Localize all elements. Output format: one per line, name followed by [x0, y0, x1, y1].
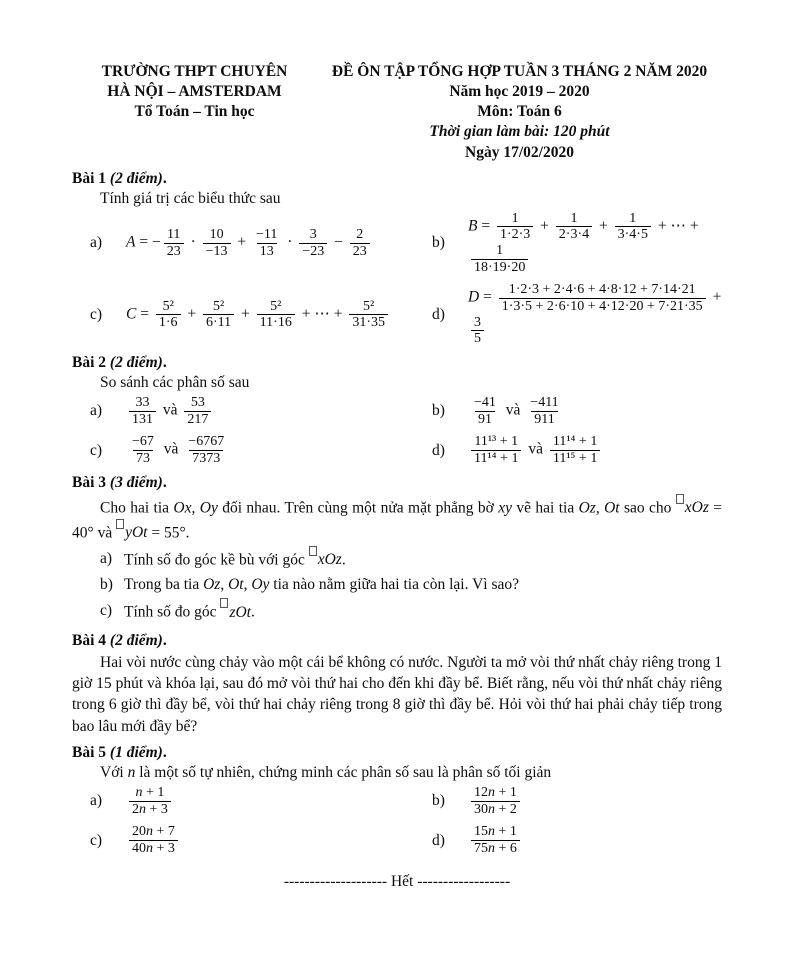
fraction-numerator: 5²	[162, 298, 174, 314]
fraction	[471, 243, 528, 275]
fraction	[129, 434, 157, 466]
math-expression	[468, 785, 722, 817]
item-tag: b)	[100, 576, 113, 594]
item-5d	[432, 824, 722, 856]
item-tag: c)	[90, 831, 103, 849]
item-1b	[432, 211, 722, 276]
exam-header	[72, 62, 722, 163]
fraction	[257, 299, 295, 331]
problem-dot: .	[162, 169, 167, 187]
fraction-numerator: 3	[474, 314, 481, 330]
fraction	[164, 227, 184, 259]
fraction-denominator: −13	[203, 243, 231, 260]
fraction-numerator: 5²	[270, 298, 282, 314]
fraction-denominator: 1·6	[156, 314, 181, 331]
fraction-denominator: 75n + 6	[471, 840, 520, 857]
problem-dot: .	[162, 473, 167, 491]
fraction-numerator: 15n + 1	[474, 824, 517, 840]
fraction-denominator: 2n + 3	[129, 801, 171, 818]
fraction-numerator: 1	[496, 243, 504, 259]
item-tag: d)	[432, 831, 445, 849]
math-variable: n	[488, 841, 495, 857]
math-expression	[126, 824, 432, 856]
fraction-denominator: 30n + 2	[471, 801, 520, 818]
fraction	[471, 824, 520, 856]
problem-dot: .	[162, 744, 167, 762]
problem-2-heading	[72, 354, 722, 372]
school-line-1: TRƯỜNG THPT CHUYÊN	[101, 63, 288, 80]
fraction	[299, 227, 327, 259]
fraction	[156, 299, 181, 331]
fraction-denominator: 23	[350, 243, 370, 260]
item-tag: d)	[432, 441, 445, 459]
math-expression: $\frac{33}{131}$ và $\frac{53}{217}$	[126, 395, 432, 427]
item-3a	[100, 546, 722, 573]
angle-hat-icon	[220, 598, 228, 608]
fraction-numerator: 12n + 1	[474, 785, 517, 801]
problem-points: (1 điểm)	[109, 744, 163, 762]
fraction	[471, 785, 520, 817]
fraction-numerator: 1	[570, 210, 578, 226]
item-2b	[432, 395, 722, 427]
fraction	[350, 227, 370, 259]
fraction	[615, 211, 651, 243]
problem-5-intro: Với n là một số tự nhiên, chứng minh các phân số sau là phân số tối giản	[100, 764, 552, 782]
math-expression: Tính số đo góc kề bù với góc xOz.	[124, 546, 722, 573]
item-tag: a)	[90, 402, 103, 420]
fraction-denominator: 23	[164, 243, 184, 260]
item-tag: c)	[100, 602, 113, 620]
fraction	[203, 299, 234, 331]
problem-label: Bài 5	[72, 744, 107, 762]
problem-4-heading	[72, 632, 722, 650]
fraction	[184, 395, 211, 427]
item-tag: c)	[90, 441, 103, 459]
math-expression: A = − $\frac{11}{23}$ · $\frac{10}{-13}$ + $\frac{-11}{13}$ · $\frac{3}{-23}$ − $\frac{2}{23}$	[126, 227, 432, 259]
fraction-denominator: 13	[257, 243, 277, 260]
math-variable: Ox	[173, 499, 192, 517]
item-2c	[90, 434, 432, 466]
math-variable: xOz	[684, 499, 709, 517]
fraction	[253, 227, 280, 259]
fraction-denominator: 11¹⁴ + 1	[471, 450, 521, 467]
fraction-numerator: 3	[309, 226, 317, 242]
fraction-denominator: 40n + 3	[129, 840, 178, 857]
exam-info-block	[317, 62, 722, 163]
problem-2-items	[72, 395, 722, 467]
problem-dot: .	[162, 354, 167, 372]
math-variable: Ot	[604, 499, 620, 517]
math-variable: yOt	[125, 524, 148, 542]
fraction-denominator: 18·19·20	[471, 259, 528, 276]
fraction	[550, 434, 600, 466]
fraction-numerator: 33	[135, 395, 150, 411]
problem-points: (2 điểm)	[109, 354, 163, 372]
math-expression: $\frac{-41}{91}$ và $\frac{-411}{911}$	[468, 395, 722, 427]
exam-year: Năm học 2019 – 2020	[449, 83, 590, 101]
fraction	[129, 824, 178, 856]
fraction-denominator: 2·3·4	[556, 226, 592, 243]
item-tag: b)	[432, 792, 445, 810]
problem-label: Bài 1	[72, 169, 107, 187]
fraction-numerator: 1	[629, 210, 637, 226]
fraction-numerator: 11¹⁴ + 1	[552, 434, 598, 450]
angle-notation	[676, 499, 709, 516]
math-variable: Oz	[578, 499, 596, 517]
problem-3-heading	[72, 474, 722, 492]
math-variable: n	[146, 824, 153, 840]
item-2a	[90, 395, 432, 427]
fraction-numerator: n + 1	[135, 785, 165, 801]
fraction-denominator: 5	[471, 330, 484, 347]
problem-dot: .	[162, 631, 167, 649]
problem-label: Bài 3	[72, 473, 107, 491]
item-5b	[432, 785, 722, 817]
problem-2	[72, 354, 722, 467]
angle-notation	[309, 551, 342, 568]
item-tag: c)	[90, 305, 103, 323]
math-expression: $\frac{\text{11¹³ + 1}}{\text{11¹⁴ + 1}}$ và $\frac{\text{11¹⁴ + 1}}{\text{11¹⁵ + 1}}$	[468, 434, 722, 466]
problem-1-intro: Tính giá trị các biểu thức sau	[100, 189, 281, 207]
math-expression: C = $\frac{\text{5²}}{1\cdot 6}$ + $\frac{\text{5²}}{6\cdot 11}$ + $\frac{\text{5²}}{11\cdot 16}$ + ⋯ + $\frac{\text{5²}}{31\cdot 35}$	[126, 299, 432, 331]
problem-1-items	[72, 211, 722, 347]
problem-points: (2 điểm)	[109, 631, 163, 649]
fraction-numerator: 1·2·3 + 2·4·6 + 4·8·12 + 7·14·21	[508, 282, 696, 298]
math-expression: Tính số đo góc zOt.	[124, 598, 722, 625]
math-variable: Ot	[228, 576, 244, 594]
fraction-denominator: 11¹⁵ + 1	[550, 450, 600, 467]
fraction-denominator: 91	[475, 411, 495, 428]
item-tag: a)	[90, 234, 103, 252]
item-2d	[432, 434, 722, 466]
problem-label: Bài 4	[72, 631, 107, 649]
fraction-denominator: 73	[133, 450, 153, 467]
problem-points: (2 điểm)	[109, 169, 163, 187]
fraction-numerator: 2	[356, 226, 364, 242]
item-tag: a)	[100, 549, 113, 567]
fraction-denominator: 6·11	[203, 314, 234, 331]
math-expression: D = $\frac{1\cdot 2\cdot 3 + 2\cdot 4\cdot 6 + 4\cdot 8\cdot 12 + 7\cdot 14\cdot 21}{1\cdot 3\cdot 5 + 2\cdot 6\cdot 10 + 4\cdot 12\cdot 20 + 7\cdot 21\cdot 35}$ + $\frac{3}{5}$	[468, 282, 722, 347]
fraction-denominator: 7373	[189, 450, 223, 467]
item-5c	[90, 824, 432, 856]
math-variable: A	[126, 233, 136, 251]
end-marker: -------------------- Hết ------------------	[283, 872, 511, 890]
problem-5	[72, 744, 722, 857]
math-variable: n	[488, 824, 495, 840]
fraction-numerator: 1	[511, 210, 519, 226]
item-5a	[90, 785, 432, 817]
fraction-numerator: −6767	[188, 434, 225, 450]
fraction-numerator: 11¹³ + 1	[474, 434, 519, 450]
fraction	[471, 315, 484, 347]
math-variable: n	[127, 764, 136, 782]
math-variable: zOt	[229, 603, 251, 621]
problem-3	[72, 474, 722, 625]
problem-1-heading	[72, 170, 722, 188]
fraction-numerator: 53	[190, 395, 205, 411]
fraction-denominator: 217	[184, 411, 211, 428]
item-1a	[90, 211, 432, 276]
problem-4	[72, 632, 722, 738]
math-expression: Trong ba tia Oz, Ot, Oy tia nào nằm giữa hai tia còn lại. Vì sao?	[124, 576, 519, 594]
fraction-denominator: 1·3·5 + 2·6·10 + 4·12·20 + 7·21·35	[499, 298, 706, 315]
fraction-numerator: 11	[166, 226, 181, 242]
angle-notation	[220, 604, 251, 621]
math-variable: Oy	[251, 576, 270, 594]
problem-2-intro: So sánh các phân số sau	[100, 374, 250, 392]
math-variable: xOz	[317, 551, 342, 569]
math-variable: Oy	[199, 499, 218, 517]
fraction-denominator: 31·35	[349, 314, 388, 331]
fraction-numerator: 10	[209, 226, 224, 242]
school-line-3: Tổ Toán – Tin học	[134, 103, 255, 121]
math-variable: n	[135, 785, 143, 801]
math-variable: xy	[498, 499, 513, 517]
problem-5-items	[72, 785, 722, 857]
problem-3-items	[72, 546, 722, 625]
fraction	[129, 785, 171, 817]
problem-4-statement: Hai vòi nước cùng chảy vào một cái bể không có nước. Người ta mở vòi thứ nhất chảy riêng trong 1 giờ 15 phút và khóa lại, sau đó mở vòi thứ hai cho đến khi đầy bể. Biết rằng, nếu vòi thứ nhất chảy riêng trong 6 giờ thì đầy bể, vòi thứ hai chảy riêng trong 8 giờ thì đầy bể. Hỏi vòi thứ hai phải chảy tiếp trong bao lâu mới đầy bể?	[72, 653, 722, 735]
fraction-numerator: 20n + 7	[132, 824, 175, 840]
fraction-denominator: −23	[299, 243, 327, 260]
fraction	[471, 395, 499, 427]
problem-5-heading	[72, 744, 722, 762]
item-1c	[90, 282, 432, 347]
item-tag: b)	[432, 402, 445, 420]
problem-points: (3 điểm)	[109, 473, 163, 491]
fraction-numerator: −67	[132, 434, 154, 450]
fraction	[471, 434, 521, 466]
math-variable: n	[146, 841, 153, 857]
math-variable: n	[488, 785, 495, 801]
fraction-denominator: 3·4·5	[615, 226, 651, 243]
fraction	[527, 395, 561, 427]
problem-3-statement: Cho hai tia Ox, Oy đối nhau. Trên cùng một nửa mặt phẳng bờ xy vẽ hai tia Oz, Ot sao cho xOz = 40° và yOt = 55°.	[72, 494, 722, 544]
fraction-numerator: −11	[256, 226, 278, 242]
exam-duration: Thời gian làm bài: 120 phút	[429, 123, 610, 141]
item-tag: a)	[90, 792, 103, 810]
exam-title: ĐỀ ÔN TẬP TỔNG HỢP TUẦN 3 THÁNG 2 NĂM 2020	[331, 63, 708, 80]
angle-notation	[116, 524, 147, 541]
exam-date: Ngày 17/02/2020	[465, 143, 574, 161]
fraction-numerator: 5²	[363, 298, 375, 314]
math-variable: B	[468, 217, 478, 235]
fraction-numerator: 5²	[212, 298, 225, 314]
angle-hat-icon	[676, 494, 684, 504]
fraction	[497, 211, 533, 243]
item-tag: b)	[432, 234, 445, 252]
math-expression	[468, 824, 722, 856]
school-block	[72, 62, 317, 122]
school-line-2: HÀ NỘI – AMSTERDAM	[107, 83, 282, 101]
fraction	[129, 395, 156, 427]
fraction	[203, 227, 231, 259]
fraction	[349, 299, 388, 331]
exam-subject: Môn: Toán 6	[477, 103, 562, 121]
math-variable: n	[488, 801, 495, 817]
fraction-denominator: 11·16	[257, 314, 295, 331]
fraction-denominator: 1·2·3	[497, 226, 533, 243]
math-variable: D	[468, 289, 480, 307]
item-3b	[100, 573, 722, 597]
angle-hat-icon	[309, 546, 317, 556]
item-3c	[100, 598, 722, 625]
fraction-denominator: 131	[129, 411, 156, 428]
item-1d	[432, 282, 722, 347]
math-variable: Oz	[203, 576, 221, 594]
fraction-denominator: 911	[531, 411, 557, 428]
fraction	[499, 282, 706, 314]
problem-label: Bài 2	[72, 354, 107, 372]
problem-1	[72, 170, 722, 347]
math-expression: $\frac{-67}{73}$ và $\frac{-6767}{7373}$	[126, 434, 432, 466]
math-expression	[126, 785, 432, 817]
math-variable: C	[126, 305, 137, 323]
item-tag: d)	[432, 305, 445, 323]
fraction	[185, 434, 227, 466]
fraction	[556, 211, 592, 243]
math-variable: n	[139, 801, 146, 817]
math-expression: B = $\frac{1}{1\cdot 2\cdot 3}$ + $\frac{1}{2\cdot 3\cdot 4}$ + $\frac{1}{3\cdot 4\cdot 5}$ + ⋯ + $\frac{1}{18\cdot 19\cdot 20}$	[468, 210, 699, 275]
fraction-numerator: −411	[530, 395, 559, 411]
fraction-numerator: −41	[474, 395, 496, 411]
angle-hat-icon	[116, 519, 124, 529]
